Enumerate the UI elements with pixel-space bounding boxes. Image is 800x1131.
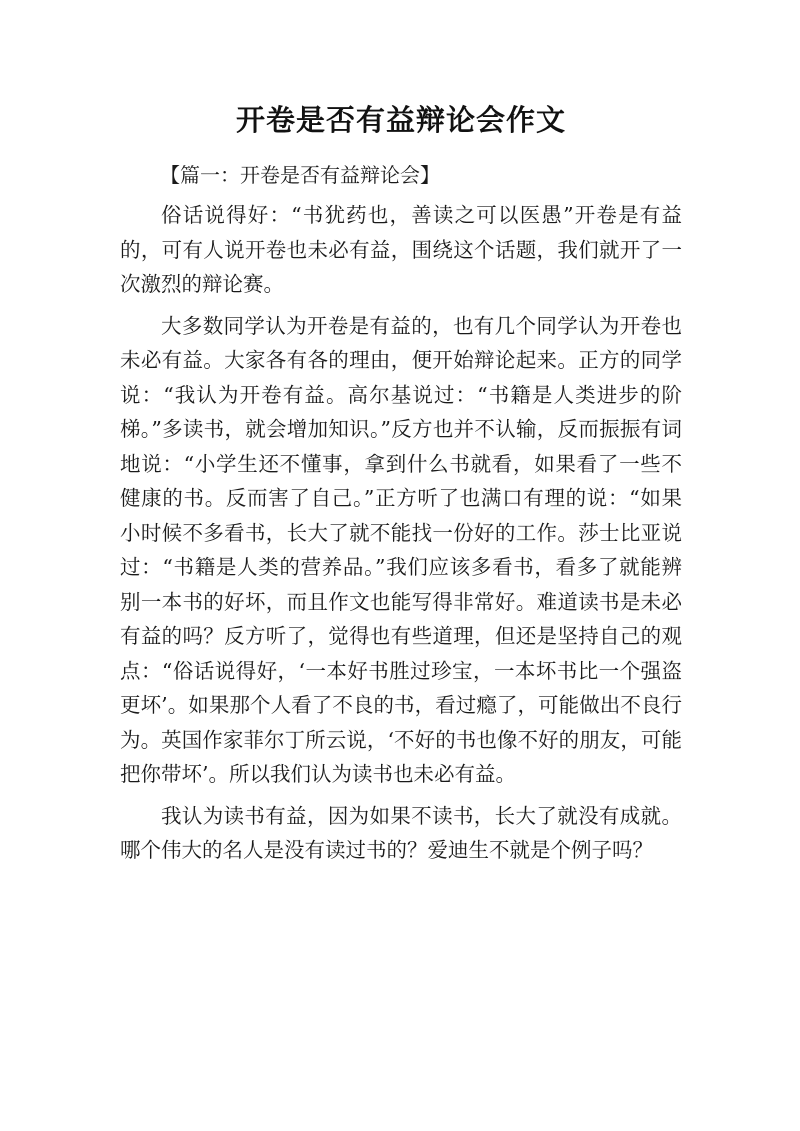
paragraph-1: 俗话说得好：“书犹药也，善读之可以医愚”开卷是有益的，可有人说开卷也未必有益，围绕这个话题，我们就开了一次激烈的辩论赛。	[120, 203, 682, 296]
paragraph-2: 大多数同学认为开卷是有益的，也有几个同学认为开卷也未必有益。大家各有各的理由，便开始辩论起来。正方的同学说：“我认为开卷有益。高尔基说过：“书籍是人类进步的阶梯。”多读书，就会增加知识。”反方也并不认输，反而振振有词地说：“小学生还不懂事，拿到什么书就看，如果看了一些不健康的书。反而害了自己。”正方听了也满口有理的说：“如果小时候不多看书，长大了就不能找一份好的工作。莎士比亚说过：“书籍是人类的营养品。”我们应该多看书，看多了就能辨别一本书的好坏，而且作文也能写得非常好。难道读书是未必有益的吗？反方听了，觉得也有些道理，但还是坚持自己的观点：“俗话说得好，‘一本好书胜过珍宝，一本坏书比一个强盗更坏’。如果那个人看了不良的书，看过瘾了，可能做出不良行为。英国作家菲尔丁所云说，‘不好的书也像不好的朋友，可能把你带坏’。所以我们认为读书也未必有益。	[120, 313, 682, 786]
section-heading: 【篇一：开卷是否有益辩论会】	[160, 163, 440, 187]
paragraph-3: 我认为读书有益，因为如果不读书，长大了就没有成就。哪个伟大的名人是没有读过书的？爱迪生不就是个例子吗？	[120, 803, 682, 862]
document-title: 开卷是否有益辩论会作文	[235, 103, 566, 137]
